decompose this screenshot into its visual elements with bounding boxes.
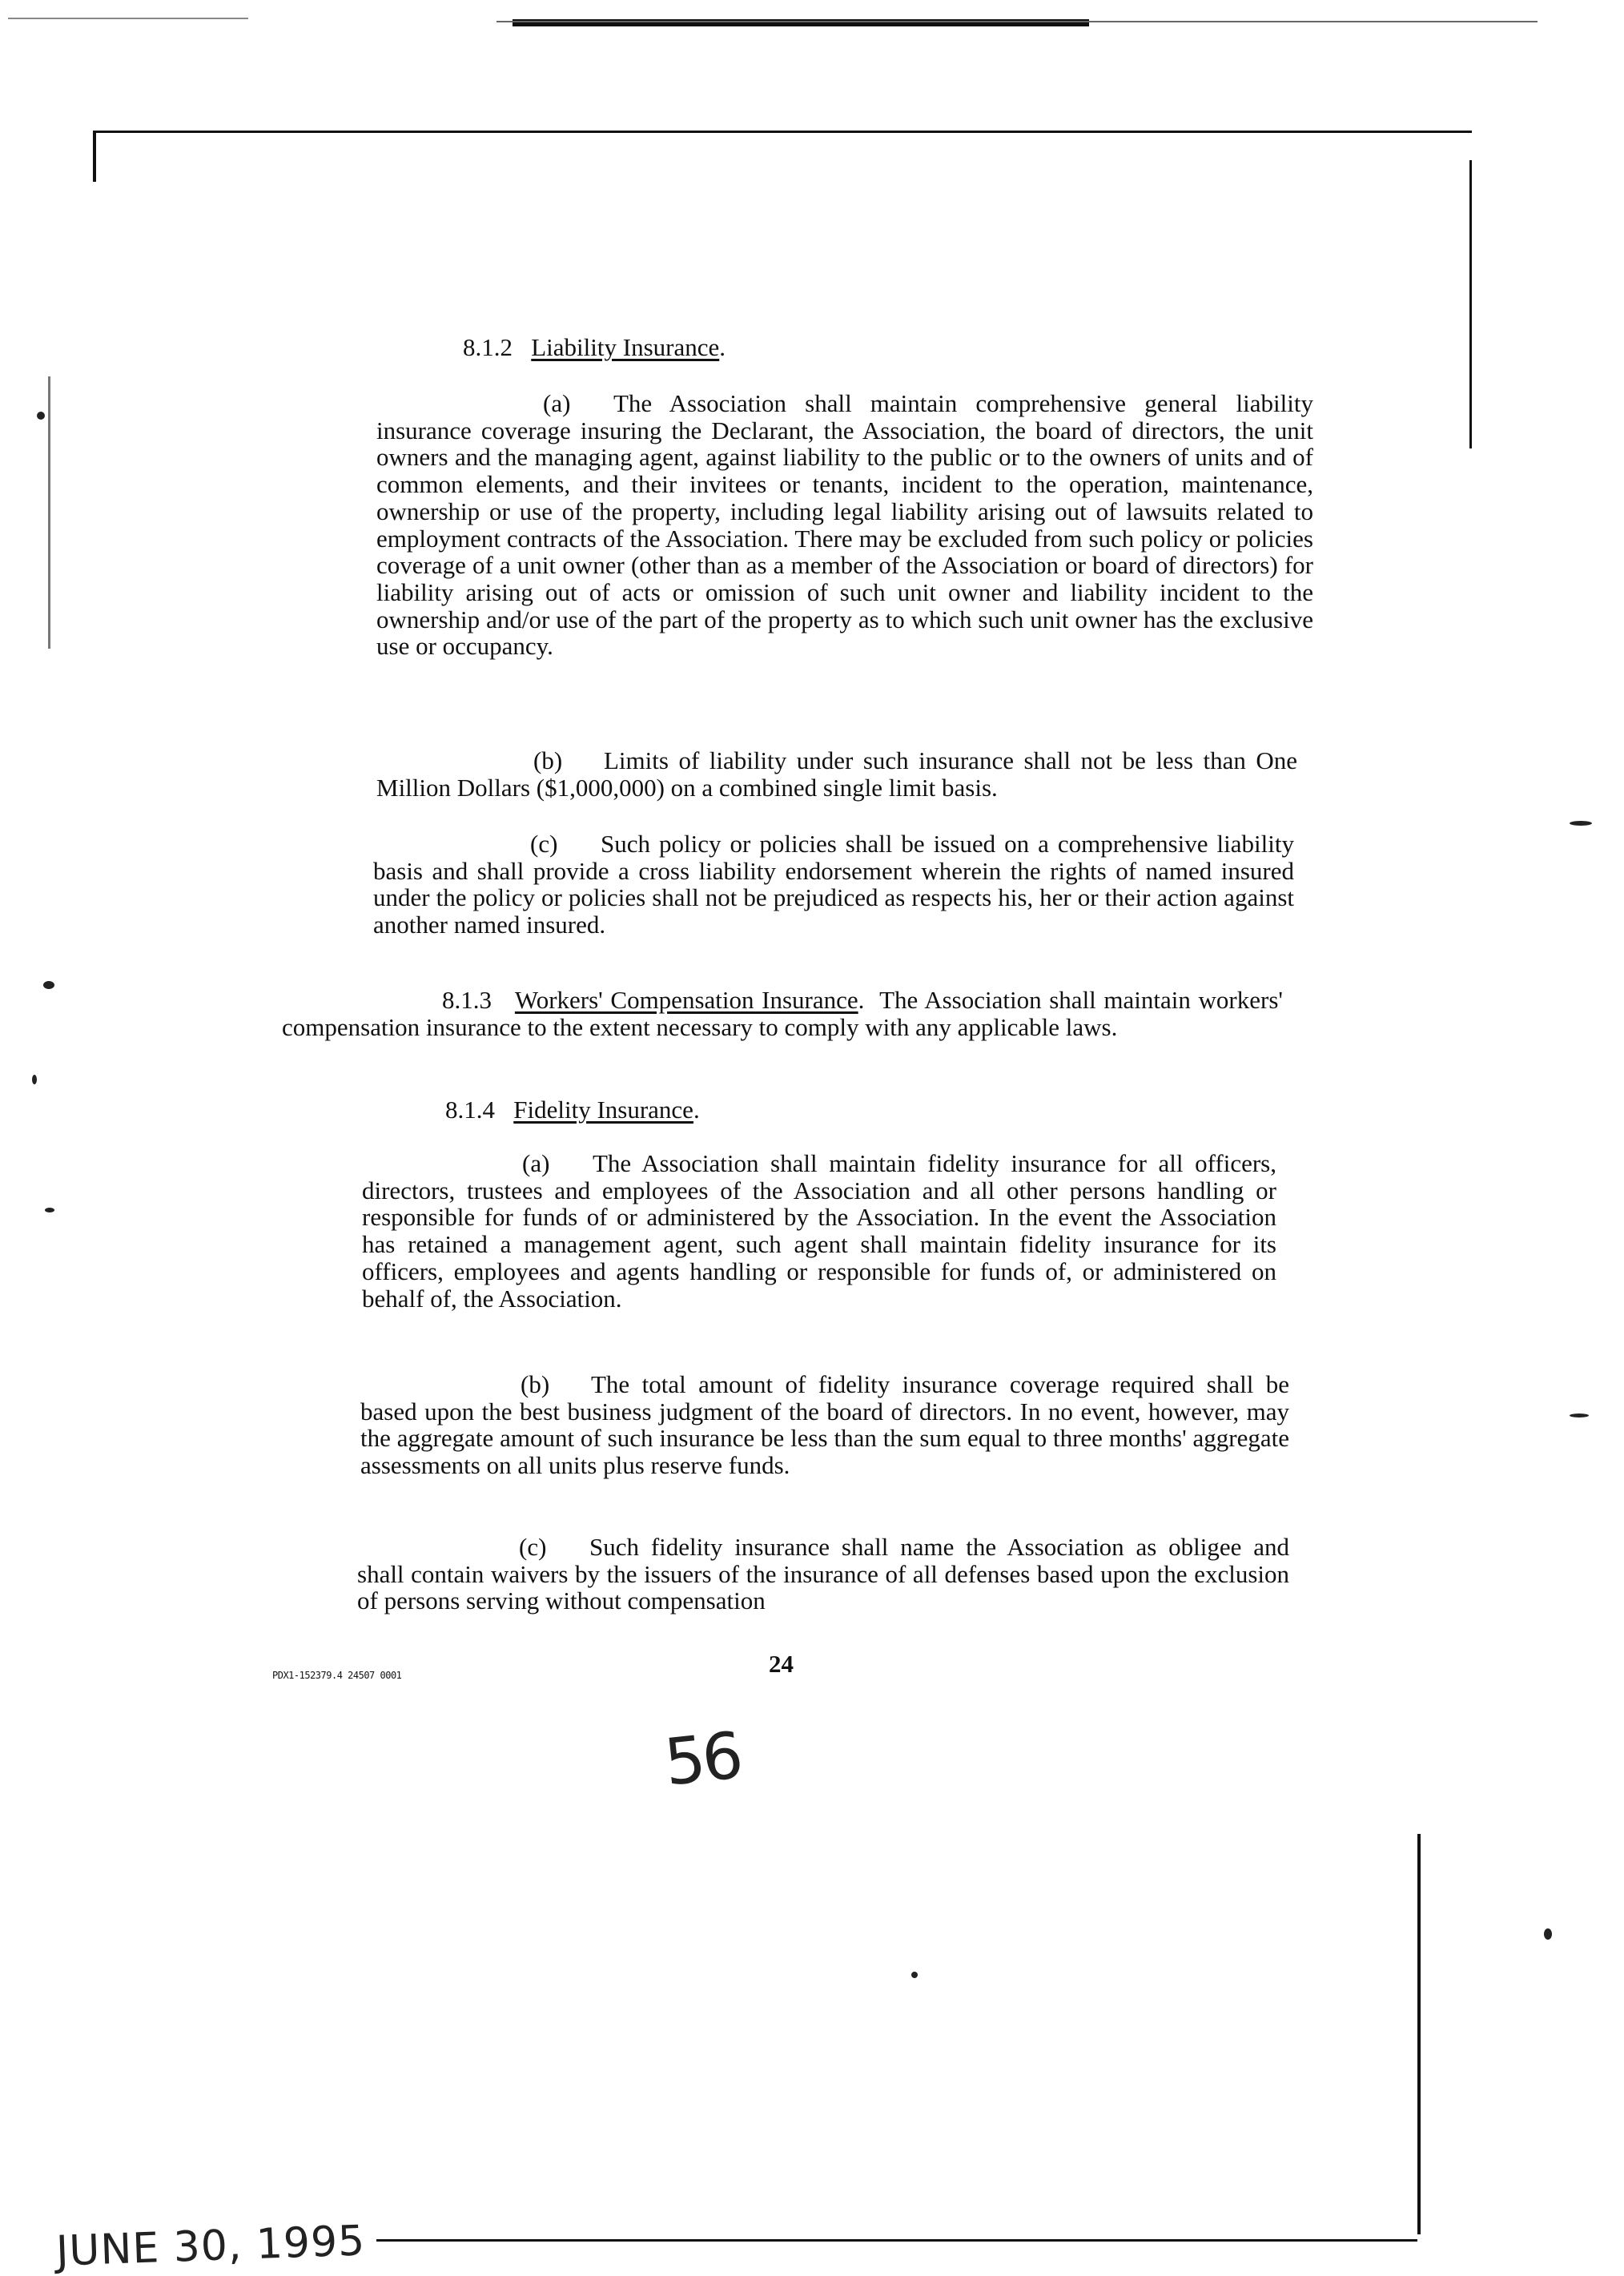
paragraph-text: Limits of liability under such insurance shall not be less than One Million Dollars ($1,000,000) on a combined single limit basis.	[376, 746, 1297, 802]
section-8-1-4-heading: 8.1.4 Fidelity Insurance.	[445, 1096, 700, 1124]
section-number: 8.1.4	[445, 1096, 495, 1124]
speck	[32, 1075, 37, 1084]
section-8-1-4-a	[362, 1150, 1276, 1312]
handwritten-date: JUNE 30, 1995	[55, 2217, 367, 2276]
section-8-1-2-c	[373, 830, 1294, 939]
section-8-1-2-heading: 8.1.2 Liability Insurance.	[463, 333, 726, 361]
section-title: Liability Insurance	[531, 333, 720, 361]
section-number: 8.1.2	[463, 333, 513, 361]
speck	[1570, 1413, 1589, 1417]
speck	[1544, 1928, 1552, 1940]
document-code: PDX1-152379.4 24507 0001	[272, 1670, 402, 1681]
speck	[43, 981, 54, 989]
section-8-1-4-c	[357, 1534, 1289, 1615]
handwritten-page-mark: 56	[661, 1718, 744, 1800]
paragraph-text: The Association shall maintain workers' compensation insurance to the extent necessary to comply with any applicable laws.	[282, 986, 1283, 1041]
section-8-1-2-b	[376, 747, 1297, 801]
frame-left-line	[93, 131, 96, 182]
paragraph-marker: (b)	[533, 746, 563, 774]
speck	[45, 1208, 54, 1212]
paragraph-text: Such fidelity insurance shall name the Association as obligee and shall contain waivers by the issuers of the insurance of all defenses based upon the exclusion of persons serving without compensation	[357, 1533, 1289, 1615]
paragraph-marker: (c)	[530, 830, 558, 858]
section-8-1-4-b	[360, 1371, 1289, 1479]
speck	[1570, 821, 1592, 826]
paragraph-marker: (a)	[543, 389, 571, 417]
frame-right-line-top	[1469, 160, 1472, 448]
section-8-1-3: 8.1.3 Workers' Compensation Insurance. The Association shall maintain workers' compensation insurance to the extent necessary to comply with any applicable laws.	[282, 986, 1283, 1041]
left-edge-mark	[48, 376, 50, 649]
page-number: 24	[769, 1650, 794, 1678]
paragraph-marker: (b)	[521, 1370, 550, 1398]
paragraph-text: The Association shall maintain fidelity insurance for all officers, directors, trustees and employees of the Association and all other persons handling or responsible for funds of or administered by the Association. In the event the Association has retained a management agent, such agent shall maintain fidelity insurance for its officers, employees and agents handling or responsible for funds of, or administered on behalf of, the Association.	[362, 1149, 1276, 1313]
speck	[911, 1972, 918, 1978]
paragraph-text: Such policy or policies shall be issued on a comprehensive liability basis and shall provide a cross liability endorsement wherein the rights of named insured under the policy or policies shall not be prejudiced as respects his, her or their action against another named insured.	[373, 830, 1294, 939]
paragraph-text: The Association shall maintain comprehensive general liability insurance coverage insuring the Declarant, the Association, the board of directors, the unit owners and the managing agent, against liability to the public or to the owners of units and of common elements, and their invitees or tenants, incident to the operation, maintenance, ownership or use of the property, including legal liability arising out of lawsuits related to employment contracts of the Association. There may be excluded from such policy or policies coverage of a unit owner (other than as a member of the Association or board of directors) for liability arising out of acts or omission of such unit owner and liability incident to the ownership and/or use of the part of the property as to which such unit owner has the exclusive use or occupancy.	[376, 389, 1313, 661]
section-title: Fidelity Insurance	[513, 1096, 693, 1124]
paragraph-marker: (c)	[519, 1533, 547, 1561]
section-8-1-2-a	[376, 390, 1313, 660]
paragraph-text: The total amount of fidelity insurance coverage required shall be based upon the best business judgment of the board of directors. In no event, however, may the aggregate amount of such insurance be less than the sum equal to three months' aggregate assessments on all units plus reserve funds.	[360, 1370, 1289, 1480]
section-title: Workers' Compensation Insurance	[514, 986, 858, 1014]
section-number: 8.1.3	[442, 986, 492, 1014]
top-scan-dash-2	[496, 21, 1538, 22]
frame-right-line-bottom	[1417, 1834, 1421, 2234]
speck	[37, 412, 45, 420]
top-scan-dash-1	[8, 18, 248, 19]
frame-bottom-line	[376, 2239, 1417, 2242]
paragraph-marker: (a)	[522, 1149, 550, 1177]
frame-top-line	[94, 131, 1472, 133]
